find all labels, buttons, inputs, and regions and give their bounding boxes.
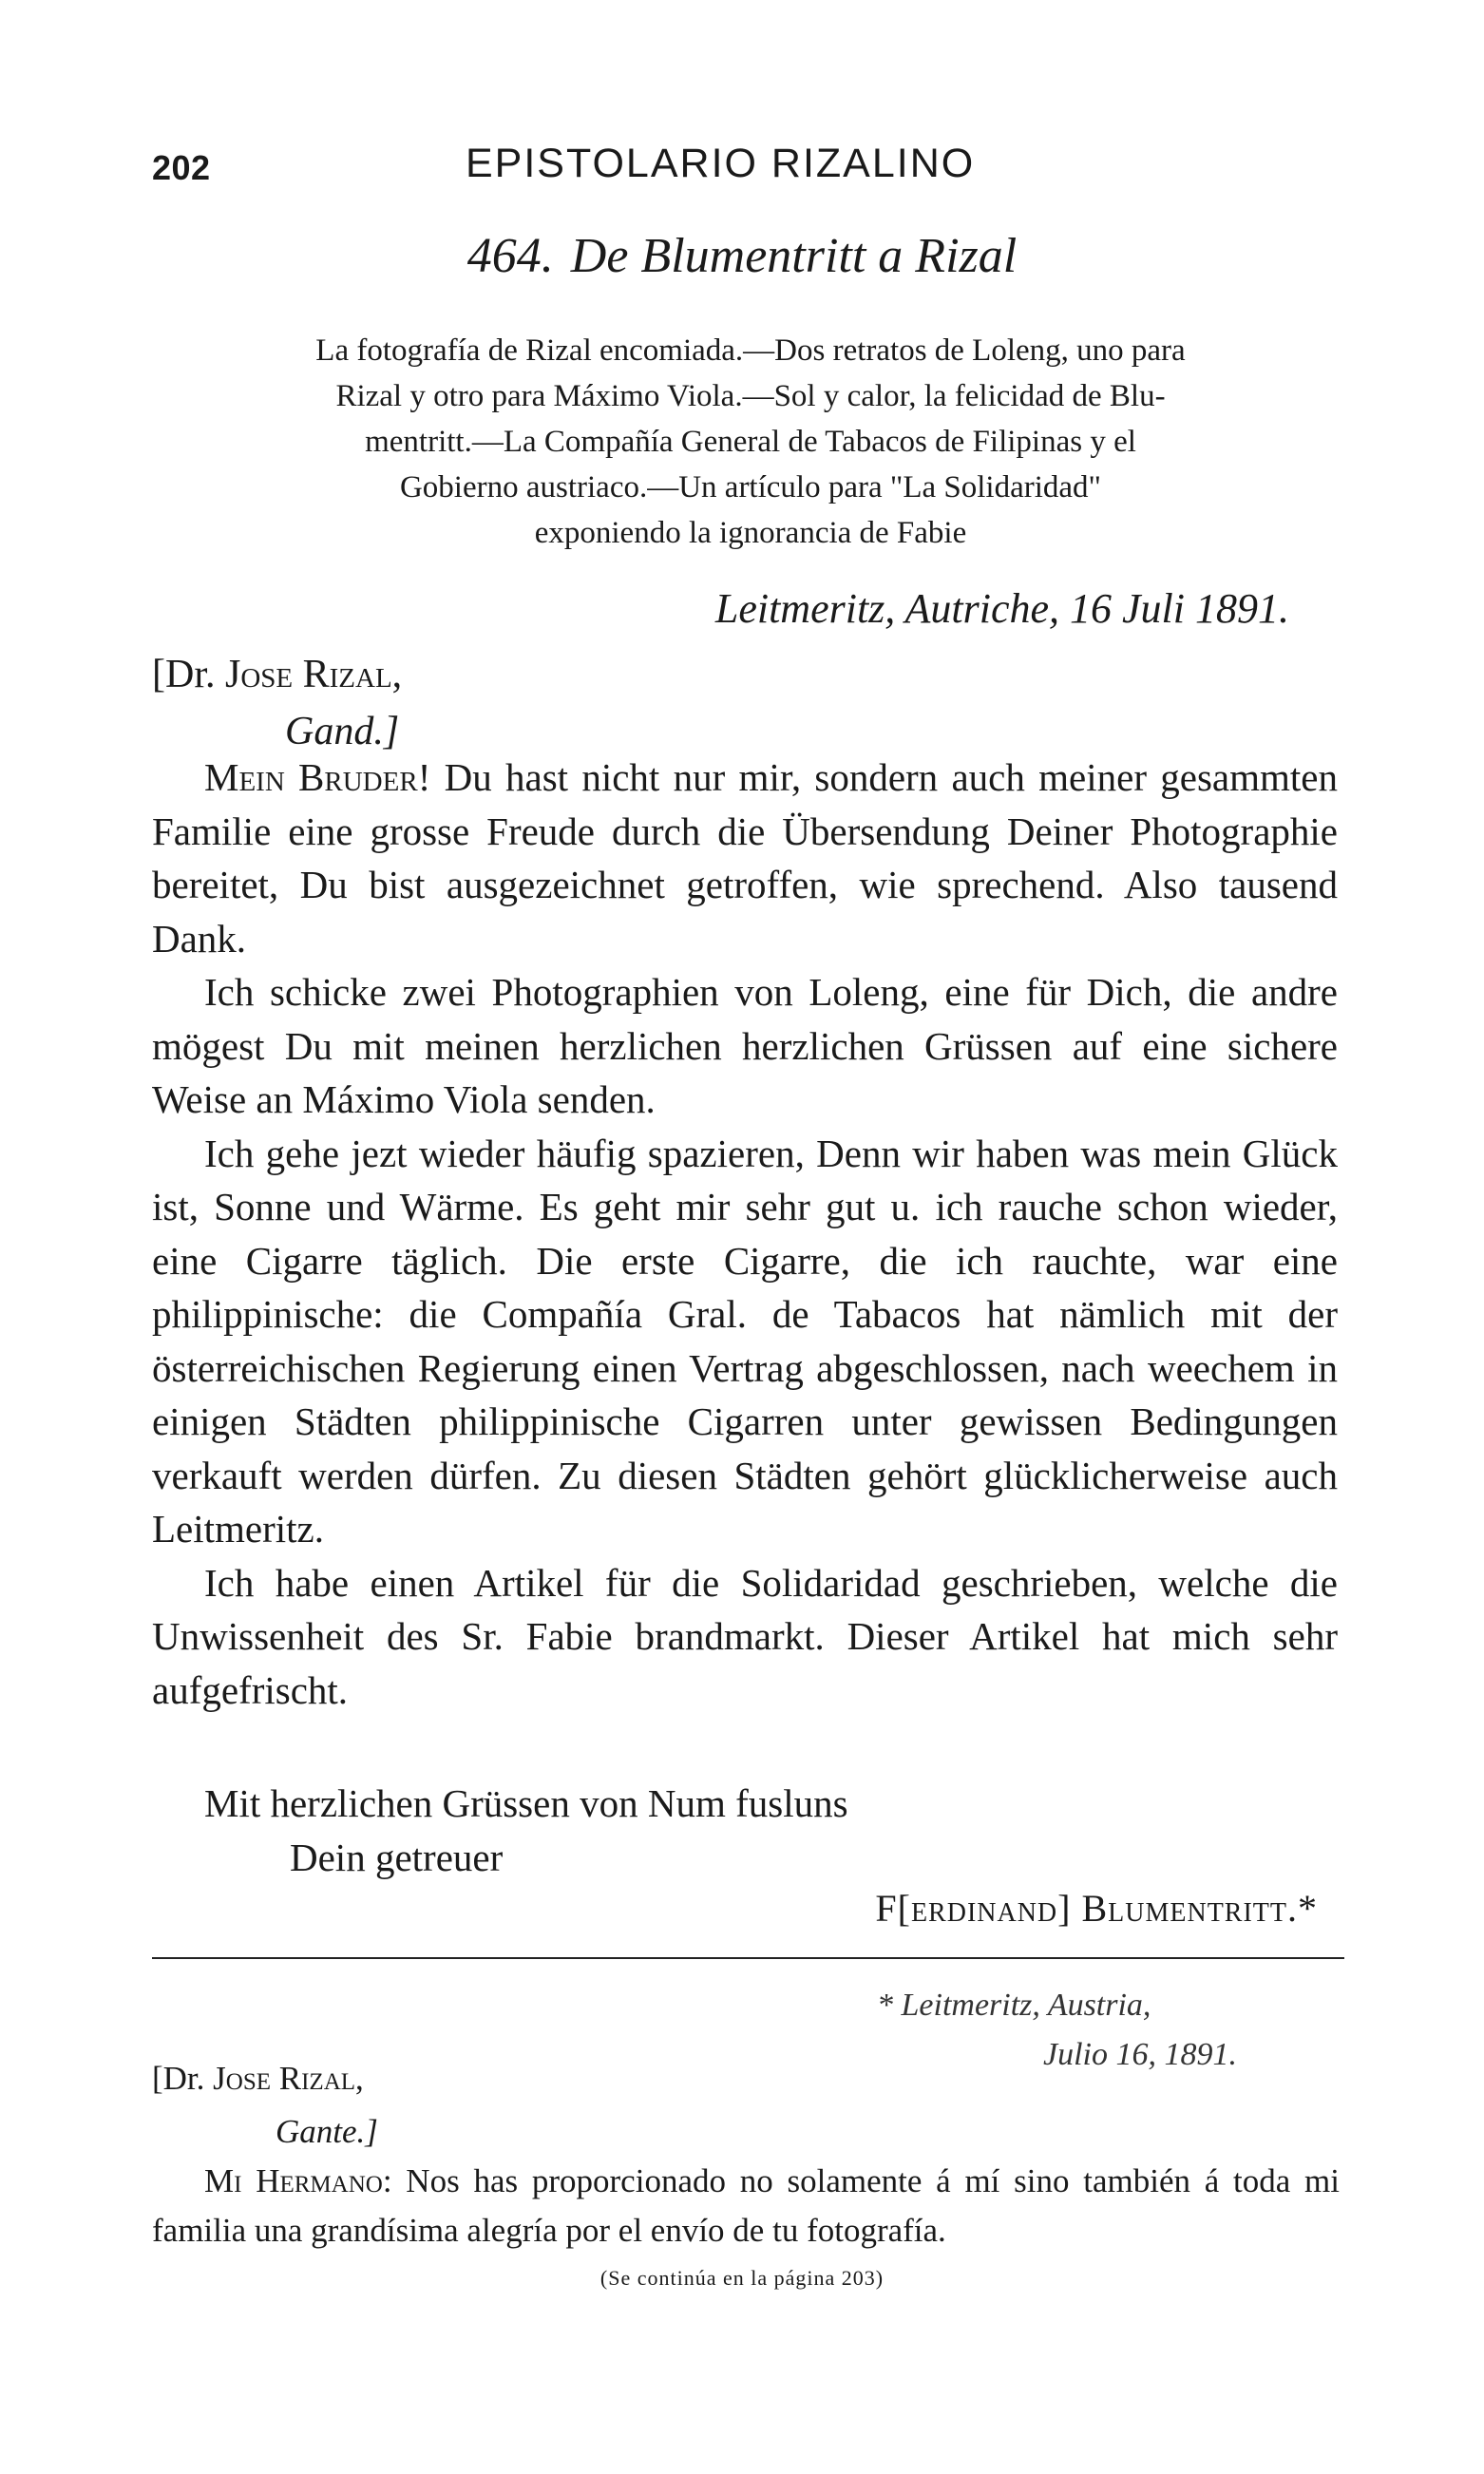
running-title: EPISTOLARIO RIZALINO <box>466 141 976 186</box>
closing-line-1: Mit herzlichen Grüssen von Num fusluns <box>204 1781 848 1825</box>
footnote-place-date <box>877 1981 1237 2080</box>
footnote-text: : Nos has proporcionado no solamente á mí sino también á toda mi familia una grandísima alegría por el envío de tu fotografía. <box>152 2162 1341 2249</box>
paragraph-text: ! Du hast nicht nur mir, sondern auch meiner gesammten Familie eine grosse Freude durch die Übersendung Deiner Photographie bereitet, Du bist ausgezeichnet getroffen, wie sprechend. Also tausend Dank. <box>152 755 1338 961</box>
addressee-name: Jose Rizal, <box>225 653 403 696</box>
letter-body <box>152 751 1338 1717</box>
summary-line: La fotografía de Rizal encomiada.—Dos retratos de Loleng, uno para <box>315 333 1186 368</box>
footnote-place-line-2: Julio 16, 1891. <box>1043 2037 1237 2072</box>
letter-paragraph: Ich schicke zwei Photographien von Loleng, eine für Dich, die andre mögest Du mit meinen herzlichen herzlichen Grüssen auf eine sichere Weise an Máximo Viola senden. <box>152 970 1338 1121</box>
letter-closing <box>204 1777 848 1885</box>
salutation: Mein Bruder <box>204 755 418 799</box>
continuation-note: (Se continúa en la página 203) <box>599 2266 885 2290</box>
page-header <box>152 141 1349 198</box>
footnote-addressee-line-1 <box>152 2052 378 2105</box>
footnote-divider <box>152 1957 1344 1959</box>
letter-number: 464. <box>466 229 554 283</box>
summary-line: Gobierno austriaco.—Un artículo para "La Solidaridad" <box>399 470 1102 504</box>
place-date: Leitmeritz, Autriche, 16 Juli 1891. <box>714 585 1289 632</box>
summary-line: exponiendo la ignorancia de Fabie <box>534 516 967 550</box>
page-number: 202 <box>152 148 211 187</box>
letter-paragraph: Ich gehe jezt wieder häufig spazieren, Denn wir haben was mein Glück ist, Sonne und Wärme. Es geht mir sehr gut u. ich rauche schon wieder, eine Cigarre täglich. Die erste Cigarre, die ich rauchte, war eine philippinische: die Compañía Gral. de Tabacos hat nämlich mit der österreichischen Regierung einen Vertrag abgeschlossen, nach weechem in einigen Städten philippinische Cigarren unter gewissen Bedingungen verkauft werden dürfen. Zu diesen Städten gehört glücklicherweise auch Leitmeritz. <box>152 1131 1338 1551</box>
summary-line: mentritt.—La Compañía General de Tabacos de Filipinas y el <box>365 425 1136 459</box>
addressee-line-2: Gand.] <box>285 710 400 753</box>
signature <box>875 1886 1318 1931</box>
footnote-addressee <box>152 2052 378 2159</box>
footnote-addressee-prefix: [Dr. <box>152 2060 214 2097</box>
letter-paragraph: Ich habe einen Artikel für die Solidaridad geschrieben, welche die Unwissenheit des Sr. Fabie brandmarkt. Dieser Artikel hat mich sehr aufgefrischt. <box>152 1560 1338 1712</box>
signature-initial: F[ <box>875 1887 911 1930</box>
addressee-prefix: [Dr. <box>152 653 225 696</box>
letter-heading <box>0 228 1484 284</box>
footnote-addressee-line-2: Gante.] <box>276 2113 378 2150</box>
closing-line-2: Dein getreuer <box>290 1836 504 1879</box>
signature-name: erdinand] Blumentritt.* <box>910 1887 1318 1930</box>
footnote-body <box>152 2157 1340 2255</box>
addressee <box>152 646 402 760</box>
footnote-addressee-name: Jose Rizal, <box>213 2060 364 2097</box>
footnote-place-line-1: * Leitmeritz, Austria, <box>877 1988 1151 2023</box>
addressee-line-1 <box>152 646 402 703</box>
letter-paragraph <box>152 751 1338 965</box>
letter-summary <box>152 328 1349 556</box>
letter-title: De Blumentritt a Rizal <box>570 229 1018 283</box>
summary-line: Rizal y otro para Máximo Viola.—Sol y calor, la felicidad de Blu- <box>335 379 1166 413</box>
footnote-salutation: Mi Hermano <box>204 2162 383 2199</box>
footnote-paragraph <box>152 2157 1340 2255</box>
